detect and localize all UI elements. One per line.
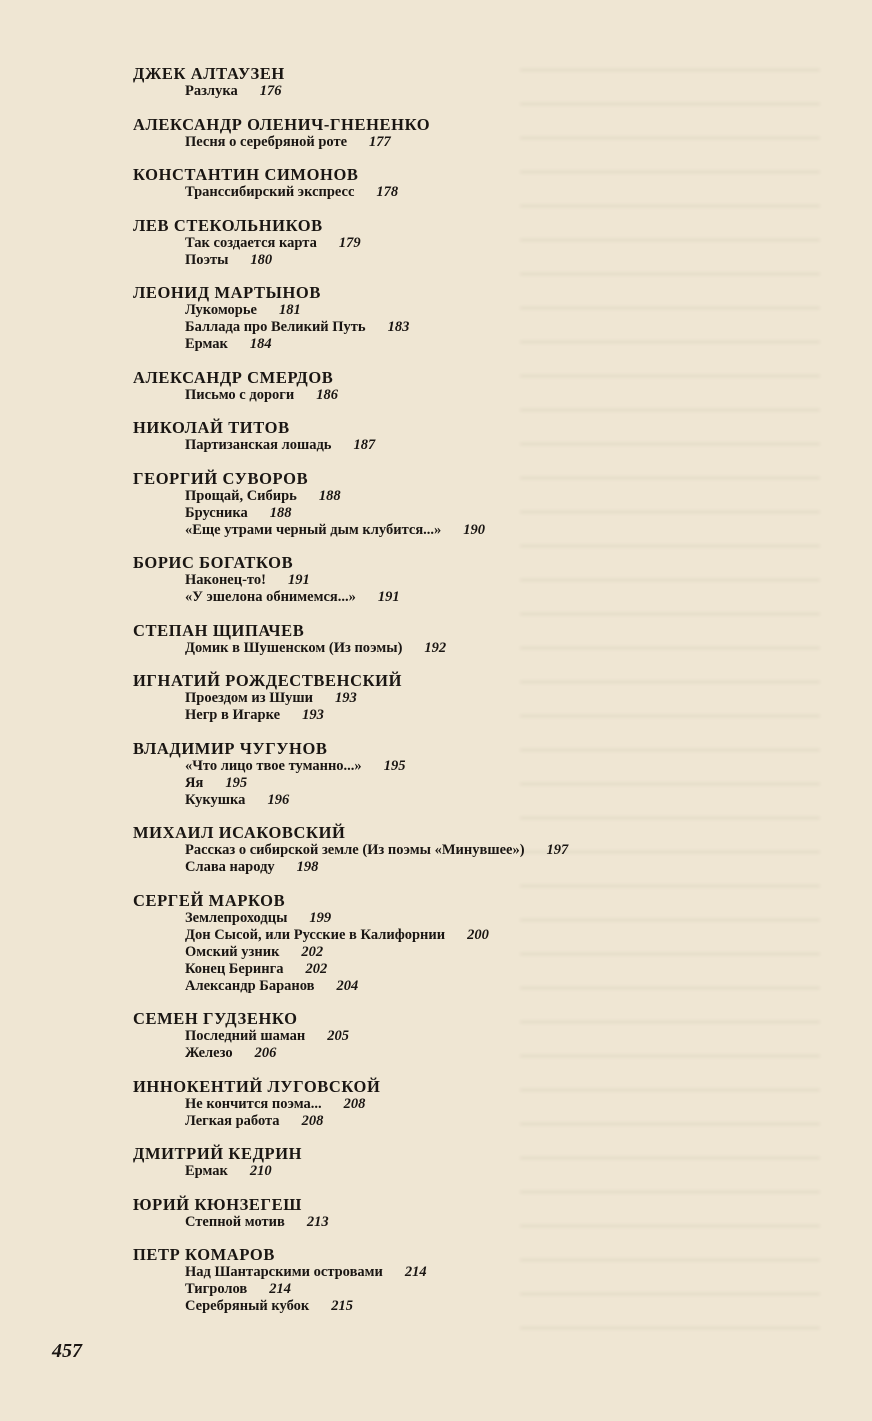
work-row — [133, 690, 773, 707]
toc-entry — [133, 553, 773, 606]
work-page-number: 180 — [250, 251, 273, 268]
work-page-number: 181 — [278, 302, 301, 318]
work-page-number: 176 — [259, 83, 282, 99]
work-row — [133, 978, 773, 995]
work-row — [133, 927, 773, 944]
work-page-number: 208 — [301, 1112, 324, 1129]
work-row — [133, 792, 773, 809]
work-page-number: 197 — [546, 842, 569, 858]
work-page-number: 184 — [249, 336, 272, 352]
work-title: «У эшелона обнимемся...» — [185, 589, 356, 605]
work-row — [133, 522, 773, 539]
work-row — [133, 859, 773, 876]
author-name: ЮРИЙ КЮНЗЕГЕШ — [133, 1194, 302, 1214]
author-name: АЛЕКСАНДР СМЕРДОВ — [133, 367, 334, 387]
work-row — [133, 944, 773, 961]
author-name: АЛЕКСАНДР ОЛЕНИЧ-ГНЕНЕНКО — [133, 114, 431, 134]
work-row — [133, 1264, 773, 1281]
work-title: Легкая работа — [185, 1112, 280, 1129]
work-title: Дон Сысой, или Русские в Калифорнии — [185, 926, 446, 943]
work-row — [133, 961, 773, 978]
work-title: Степной мотив — [185, 1213, 285, 1230]
work-row — [133, 910, 773, 927]
work-page-number: 195 — [225, 774, 248, 791]
work-row — [133, 1214, 773, 1231]
work-page-number: 198 — [296, 859, 319, 875]
work-page-number: 215 — [331, 1298, 354, 1314]
work-title: «Еще утрами черный дым клубится...» — [185, 521, 442, 538]
work-page-number: 178 — [376, 184, 399, 200]
work-page-number: 205 — [327, 1028, 349, 1044]
author-name: СЕРГЕЙ МАРКОВ — [133, 890, 286, 910]
work-page-number: 191 — [377, 589, 400, 605]
work-page-number: 214 — [269, 1281, 291, 1297]
author-name: ИГНАТИЙ РОЖДЕСТВЕНСКИЙ — [133, 671, 403, 690]
table-of-contents — [133, 64, 773, 1330]
work-title: Конец Беринга — [185, 960, 284, 977]
author-name: ПЕТР КОМАРОВ — [133, 1245, 275, 1264]
work-page-number: 214 — [404, 1264, 427, 1280]
work-page-number: 195 — [383, 757, 406, 774]
work-row — [133, 1163, 773, 1180]
work-row — [133, 1045, 773, 1062]
toc-entry — [133, 283, 773, 353]
work-page-number: 191 — [287, 572, 310, 588]
work-title: Прощай, Сибирь — [185, 487, 297, 504]
work-title: Омский узник — [185, 943, 280, 960]
work-row — [133, 387, 773, 404]
work-title: Рассказ о сибирской земле (Из поэмы «Минувшее») — [185, 842, 525, 858]
work-row — [133, 775, 773, 792]
toc-entry — [133, 621, 773, 657]
work-title: Песня о серебряной роте — [185, 133, 347, 150]
work-page-number: 188 — [318, 487, 341, 504]
page-number: 457 — [52, 1340, 82, 1362]
toc-entry — [133, 891, 773, 995]
work-row — [133, 1113, 773, 1130]
work-title: Проездом из Шуши — [185, 690, 313, 706]
work-title: Кукушка — [185, 791, 246, 808]
work-title: Так создается карта — [185, 234, 317, 251]
work-title: Последний шаман — [185, 1028, 306, 1044]
work-page-number: 186 — [316, 386, 338, 403]
work-row — [133, 1281, 773, 1298]
toc-entry — [133, 671, 773, 724]
toc-entry — [133, 1195, 773, 1231]
toc-entry — [133, 739, 773, 809]
work-page-number: 202 — [301, 943, 324, 960]
work-row — [133, 488, 773, 505]
toc-entry — [133, 64, 773, 100]
work-page-number: 177 — [369, 133, 391, 150]
work-title: Ермак — [185, 1163, 228, 1179]
work-title: Разлука — [185, 83, 238, 99]
author-name: ГЕОРГИЙ СУВОРОВ — [133, 468, 309, 488]
toc-entry — [133, 1245, 773, 1315]
toc-entry — [133, 469, 773, 539]
toc-entry — [133, 1144, 773, 1180]
toc-entry — [133, 823, 773, 876]
work-row — [133, 1298, 773, 1315]
work-title: Слава народу — [185, 859, 275, 875]
work-page-number: 213 — [306, 1213, 329, 1230]
work-page-number: 202 — [305, 960, 328, 977]
work-title: Ермак — [185, 336, 228, 352]
author-name: НИКОЛАЙ ТИТОВ — [133, 418, 290, 437]
work-title: Железо — [185, 1045, 233, 1061]
work-title: Над Шантарскими островами — [185, 1264, 383, 1280]
work-title: Брусника — [185, 504, 248, 521]
work-title: Яя — [185, 774, 204, 791]
work-title: «Что лицо твое туманно...» — [185, 757, 362, 774]
work-title: Негр в Игарке — [185, 707, 281, 723]
work-row — [133, 134, 773, 151]
work-row — [133, 336, 773, 353]
work-page-number: 200 — [467, 926, 489, 943]
work-page-number: 210 — [249, 1163, 272, 1179]
toc-entry — [133, 418, 773, 454]
work-title: Транссибирский экспресс — [185, 184, 355, 200]
work-title: Землепроходцы — [185, 909, 288, 926]
work-page-number: 188 — [269, 504, 292, 521]
work-page-number: 208 — [343, 1095, 366, 1112]
work-page-number: 204 — [336, 977, 359, 994]
author-name: ИННОКЕНТИЙ ЛУГОВСКОЙ — [133, 1076, 381, 1096]
work-page-number: 190 — [463, 521, 486, 538]
work-title: Не кончится поэма... — [185, 1095, 322, 1112]
author-name: БОРИС БОГАТКОВ — [133, 553, 294, 572]
author-name: ЛЕОНИД МАРТЫНОВ — [133, 283, 321, 302]
work-row — [133, 572, 773, 589]
work-row — [133, 437, 773, 454]
work-row — [133, 589, 773, 606]
author-name: ДЖЕК АЛТАУЗЕН — [133, 64, 285, 83]
toc-entry — [133, 165, 773, 201]
work-page-number: 193 — [302, 707, 324, 723]
work-row — [133, 758, 773, 775]
work-title: Наконец-то! — [185, 572, 266, 588]
author-name: МИХАИЛ ИСАКОВСКИЙ — [133, 823, 346, 842]
work-page-number: 183 — [387, 319, 410, 335]
work-title: Александр Баранов — [185, 977, 315, 994]
work-title: Тигролов — [185, 1281, 248, 1297]
work-row — [133, 302, 773, 319]
toc-entry — [133, 1009, 773, 1062]
work-row — [133, 252, 773, 269]
work-page-number: 179 — [338, 234, 361, 251]
author-name: КОНСТАНТИН СИМОНОВ — [133, 165, 359, 184]
work-row — [133, 505, 773, 522]
work-row — [133, 319, 773, 336]
work-row — [133, 1028, 773, 1045]
toc-entry — [133, 1077, 773, 1130]
work-page-number: 196 — [267, 791, 290, 808]
author-name: СЕМЕН ГУДЗЕНКО — [133, 1009, 298, 1028]
work-title: Письмо с дороги — [185, 386, 295, 403]
author-name: ЛЕВ СТЕКОЛЬНИКОВ — [133, 215, 323, 235]
work-title: Лукоморье — [185, 302, 257, 318]
work-title: Серебряный кубок — [185, 1298, 310, 1314]
work-page-number: 206 — [254, 1045, 277, 1061]
work-page-number: 192 — [424, 639, 447, 656]
work-row — [133, 235, 773, 252]
work-page-number: 193 — [334, 690, 357, 706]
work-title: Партизанская лошадь — [185, 437, 332, 453]
author-name: ВЛАДИМИР ЧУГУНОВ — [133, 738, 328, 758]
work-title: Домик в Шушенском (Из поэмы) — [185, 639, 403, 656]
work-row — [133, 83, 773, 100]
toc-entry — [133, 368, 773, 404]
toc-entry — [133, 216, 773, 269]
author-name: СТЕПАН ЩИПАЧЕВ — [133, 620, 305, 640]
work-row — [133, 640, 773, 657]
work-row — [133, 842, 773, 859]
work-page-number: 199 — [309, 909, 332, 926]
toc-entry — [133, 115, 773, 151]
work-row — [133, 707, 773, 724]
work-title: Поэты — [185, 251, 229, 268]
work-title: Баллада про Великий Путь — [185, 319, 366, 335]
author-name: ДМИТРИЙ КЕДРИН — [133, 1144, 303, 1163]
work-row — [133, 1096, 773, 1113]
work-page-number: 187 — [353, 437, 376, 453]
work-row — [133, 184, 773, 201]
